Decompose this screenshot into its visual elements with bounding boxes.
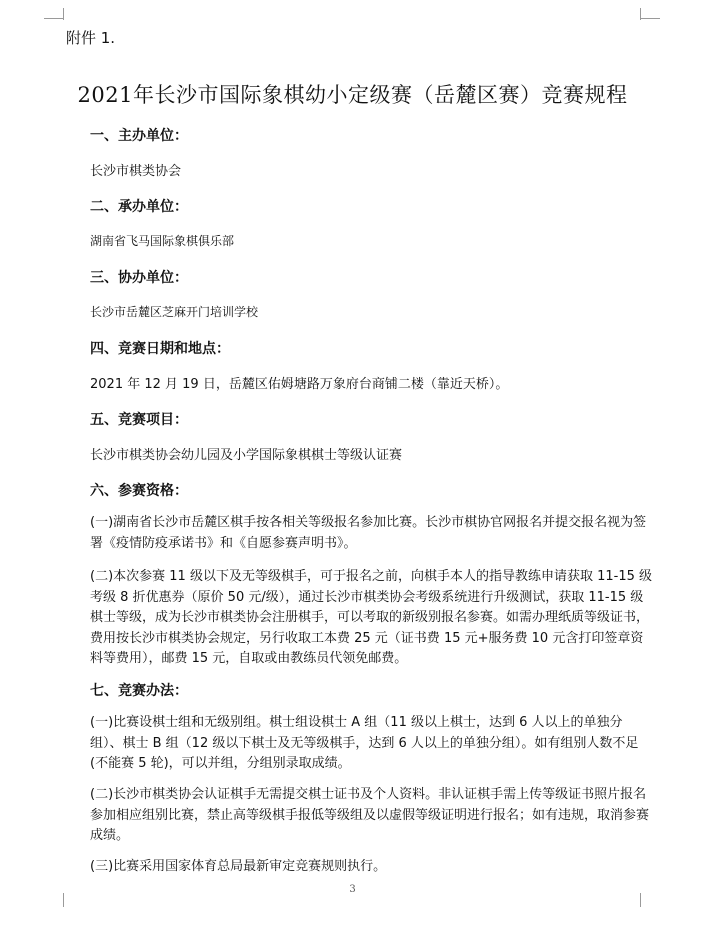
section-text-date-venue: 2021 年 12 月 19 日，岳麓区佑姆塘路万象府台商铺二楼（靠近天桥）。 (90, 377, 509, 392)
rules-paragraph-1: (一)比赛设棋士组和无级别组。棋士组设棋士 A 组（11 级以上棋士，达到 6 人以上的单独分组）、棋士 B 组（12 级以下棋士及无等级棋手，达到 6 人以上的单独分组）。如有组别人数不足(不能赛 5 轮)，可以并组，分组别录取成绩。 (90, 715, 639, 771)
attachment-label: 附件 1. (66, 29, 116, 47)
section-heading-event: 五、竞赛项目： (90, 412, 188, 428)
section-heading-rules: 七、竞赛办法： (90, 683, 188, 699)
section-heading-eligibility: 六、参赛资格： (90, 483, 188, 499)
page-number: 3 (349, 884, 356, 895)
section-text-host: 湖南省飞马国际象棋俱乐部 (90, 234, 235, 248)
rules-paragraph-3: (三)比赛采用国家体育总局最新审定竞赛规则执行。 (90, 859, 387, 874)
section-text-event: 长沙市棋类协会幼儿园及小学国际象棋棋士等级认证赛 (90, 448, 403, 463)
crop-mark-top-left-h (44, 18, 64, 19)
section-text-co-organizer: 长沙市岳麓区芝麻开门培训学校 (90, 305, 259, 319)
section-heading-host: 二、承办单位： (90, 199, 188, 215)
rules-paragraph-2: (二)长沙市棋类协会认证棋手无需提交棋士证书及个人资料。非认证棋手需上传等级证书照片报名参加相应组别比赛，禁止高等级棋手报低等级组及以虚假等级证明进行报名；如有违规，取消参赛成绩。 (90, 787, 650, 843)
crop-mark-bottom-left-v (63, 893, 64, 907)
crop-mark-bottom-right-v (640, 893, 641, 907)
eligibility-paragraph-2: (二)本次参赛 11 级以下及无等级棋手，可于报名之前，向棋手本人的指导教练申请获取 11-15 级考级 8 折优惠券（原价 50 元/级），通过长沙市棋类协会考级系统进行升级测试，获取 11-15 级棋士等级，成为长沙市棋类协会注册棋手，可以考取的新级别报名参赛。如需办理纸质等级证书，费用按长沙市棋类协会规定，另行收取工本费 25 元（证书费 15 元+服务费 10 元含打印签章资料等费用），邮费 15 元，自取或由教练员代领免邮费。 (90, 569, 652, 666)
section-heading-co-organizer: 三、协办单位： (90, 270, 188, 286)
page-title: 2021年长沙市国际象棋幼小定级赛（岳麓区赛）竞赛规程 (77, 83, 628, 107)
eligibility-paragraph-1: (一)湖南省长沙市岳麓区棋手按各相关等级报名参加比赛。长沙市棋协官网报名并提交报名视为签署《疫情防疫承诺书》和《自愿参赛声明书》。 (90, 515, 647, 551)
crop-mark-top-right-h (640, 18, 660, 19)
section-heading-date-venue: 四、竞赛日期和地点： (90, 341, 230, 357)
section-heading-organizer: 一、主办单位： (90, 128, 188, 144)
section-text-organizer: 长沙市棋类协会 (90, 164, 182, 179)
